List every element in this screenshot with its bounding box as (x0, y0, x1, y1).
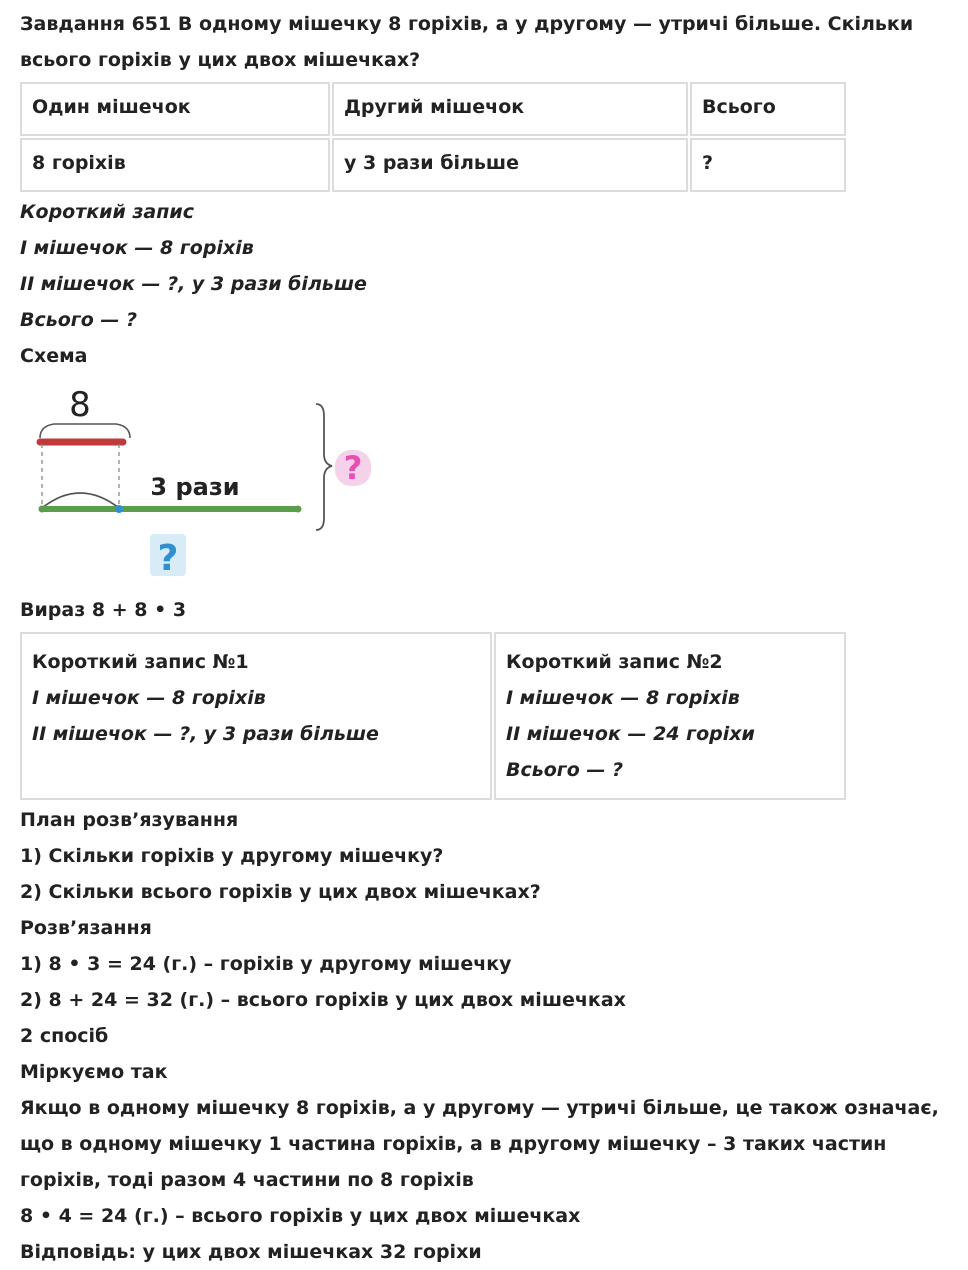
short-note-2-line: І мішечок — 8 горіхів (506, 687, 740, 709)
value-total: ? (690, 138, 846, 192)
end-point (295, 506, 302, 513)
short-note-1-line: І мішечок — 8 горіхів (32, 687, 266, 709)
table-row (20, 82, 846, 136)
top-label: 8 (69, 385, 91, 425)
method2-subtitle: Міркуємо так (20, 1061, 168, 1083)
value-second-bag: у 3 рази більше (332, 138, 688, 192)
table-row (20, 632, 846, 800)
top-brace (40, 424, 130, 438)
short-note-line: Всього — ? (20, 309, 138, 331)
method2-title: 2 спосіб (20, 1025, 109, 1047)
question-bottom: ? (157, 538, 179, 579)
short-note-2-line: Всього — ? (506, 759, 624, 781)
data-table (18, 80, 848, 194)
header-one-bag: Один мішечок (20, 82, 330, 136)
right-brace (316, 404, 332, 530)
plan-step: 1) Скільки горіхів у другому мішечку? (20, 845, 444, 867)
start-point (39, 506, 46, 513)
solution-title: Розв’язання (20, 917, 152, 939)
header-total: Всього (690, 82, 846, 136)
expression: Вираз 8 + 8 • 3 (20, 599, 187, 621)
solution-step: 2) 8 + 24 = 32 (г.) – всього горіхів у цих двох мішечках (20, 989, 626, 1011)
task-text: В одному мішечку 8 горіхів, а у другому — утричі більше. Скільки всього горіхів у цих двох мішечках? (20, 13, 914, 71)
part-marker (115, 505, 123, 513)
answer: Відповідь: у цих двох мішечках 32 горіхи (20, 1241, 482, 1263)
method2-reasoning: Якщо в одному мішечку 8 горіхів, а у другому — утричі більше, це також означає, що в одному мішечку 1 частина горіхів, а в другому мішечку – 3 таких частин горіхів, тоді разом 4 частини по 8 горіхів (20, 1097, 939, 1191)
times-label: 3 рази (150, 473, 240, 501)
method2-calc: 8 • 4 = 24 (г.) – всього горіхів у цих двох мішечках (20, 1205, 581, 1227)
short-note-2 (494, 632, 846, 800)
short-note-line: ІІ мішечок — ?, у 3 рази більше (20, 273, 367, 295)
short-note-1-title: Короткий запис №1 (32, 651, 249, 673)
question-right: ? (343, 449, 363, 487)
short-note-1 (20, 632, 492, 800)
solution-step: 1) 8 • 3 = 24 (г.) – горіхів у другому мішечку (20, 953, 512, 975)
plan-step: 2) Скільки всього горіхів у цих двох мішечках? (20, 881, 541, 903)
short-note-1-line: ІІ мішечок — ?, у 3 рази більше (32, 723, 379, 745)
table-row (20, 138, 846, 192)
value-one-bag: 8 горіхів (20, 138, 330, 192)
short-note-title: Короткий запис (20, 201, 194, 223)
scheme-title: Схема (20, 345, 88, 367)
short-note-2-line: ІІ мішечок — 24 горіхи (506, 723, 755, 745)
task-number: Завдання 651 (20, 13, 172, 35)
scheme-diagram (20, 378, 440, 590)
short-note-line: І мішечок — 8 горіхів (20, 237, 254, 259)
task-statement (20, 6, 948, 78)
short-notes-table (18, 630, 848, 802)
plan-title: План розв’язування (20, 809, 239, 831)
part-arc (42, 493, 119, 508)
short-note-2-title: Короткий запис №2 (506, 651, 723, 673)
header-second-bag: Другий мішечок (332, 82, 688, 136)
